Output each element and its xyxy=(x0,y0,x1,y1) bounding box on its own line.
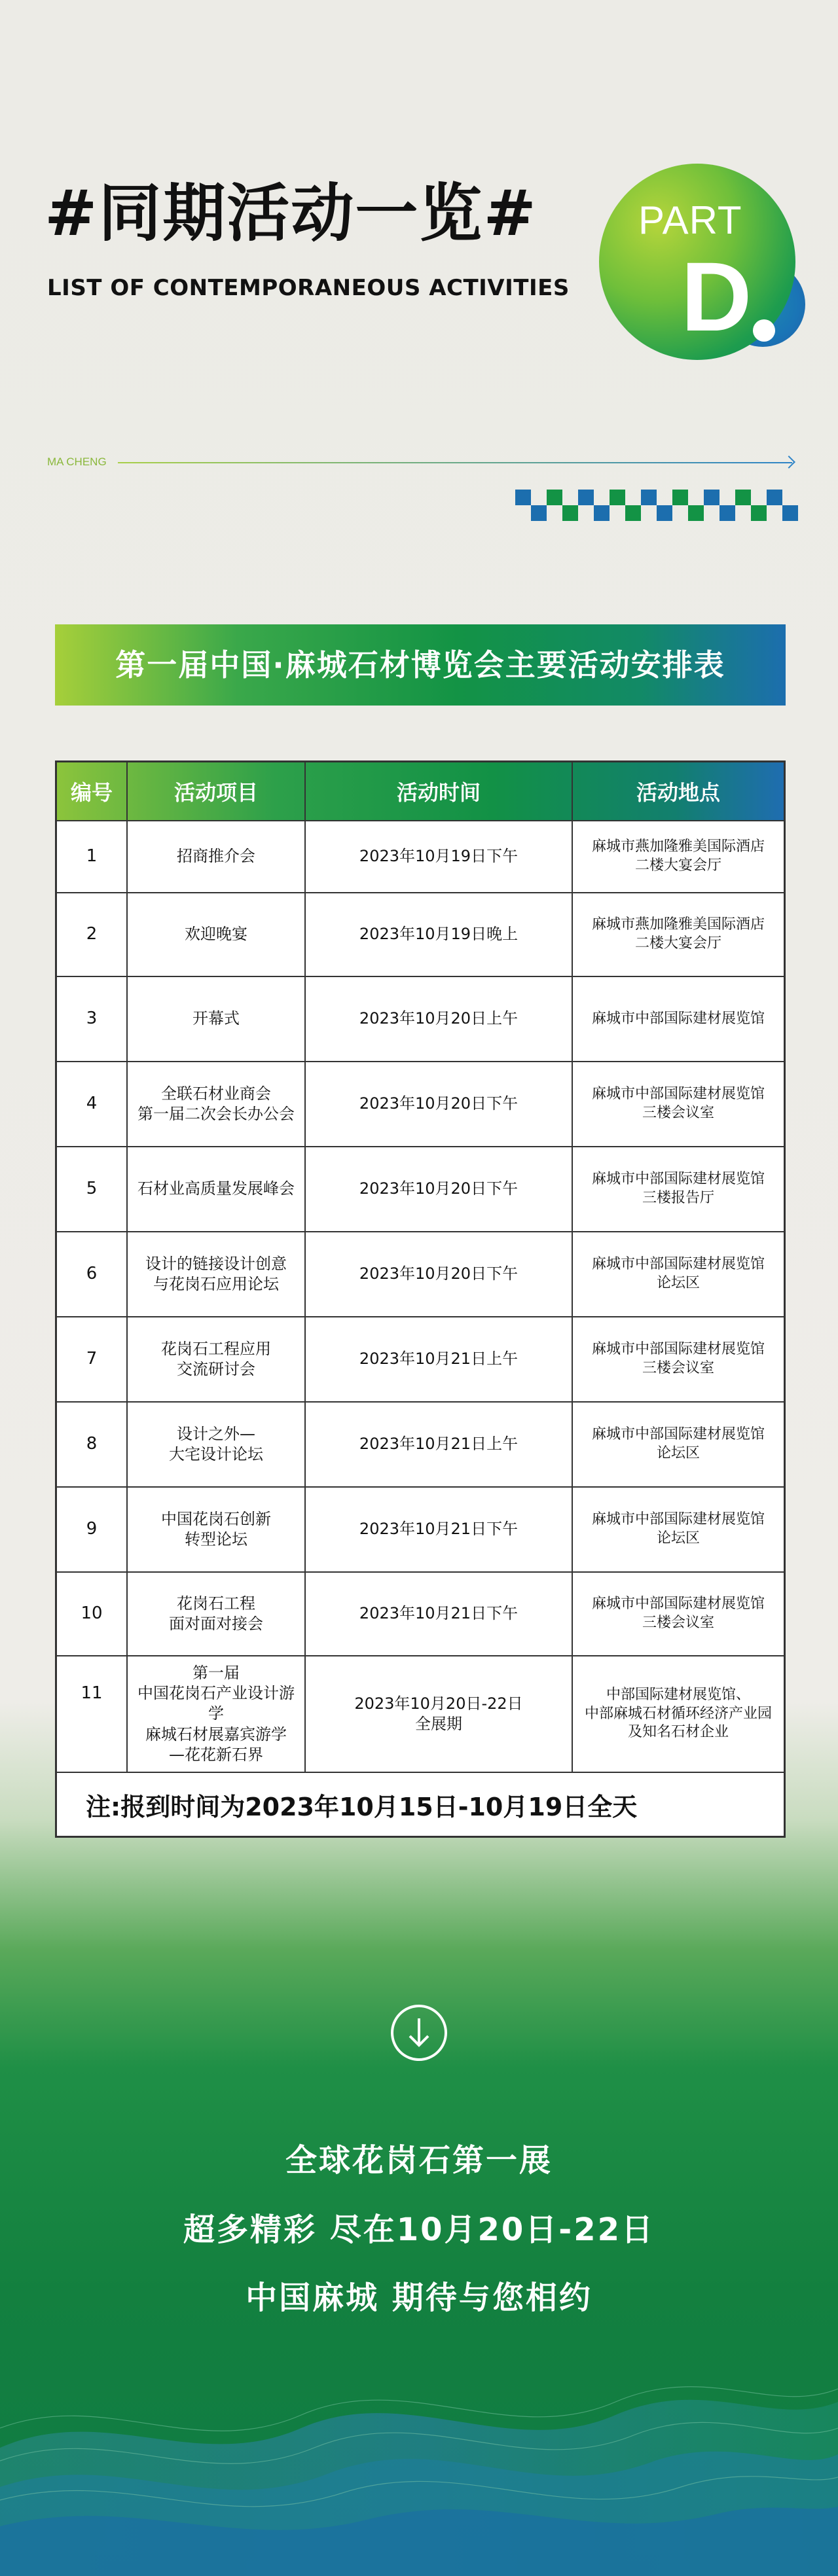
table-row xyxy=(57,1486,784,1571)
cell-item: 石材业高质量发展峰会 xyxy=(128,1147,306,1231)
table-note: 注:报到时间为2023年10月15日-10月19日全天 xyxy=(57,1772,784,1836)
cell-item: 招商推介会 xyxy=(128,821,306,892)
decorative-waves xyxy=(0,2330,838,2576)
cell-item: 中国花岗石创新 转型论坛 xyxy=(128,1488,306,1571)
cell-number: 5 xyxy=(57,1147,128,1231)
table-row xyxy=(57,1146,784,1231)
cell-place: 麻城市中部国际建材展览馆 论坛区 xyxy=(591,1256,765,1291)
cell-item: 设计的链接设计创意 与花岗石应用论坛 xyxy=(128,1232,306,1316)
cell-number: 9 xyxy=(57,1488,128,1571)
checker-pattern xyxy=(515,490,798,521)
cell-time: 2023年10月21日下午 xyxy=(306,1488,573,1571)
cell-number: 7 xyxy=(57,1317,128,1401)
cell-time: 2023年10月20日上午 xyxy=(306,977,573,1061)
cell-place: 麻城市中部国际建材展览馆 论坛区 xyxy=(591,1426,765,1461)
header-number: 编号 xyxy=(57,762,128,820)
checker-square xyxy=(515,490,531,505)
checker-square xyxy=(657,505,672,521)
checker-square xyxy=(562,505,578,521)
checker-square xyxy=(735,490,751,505)
schedule-banner: 第一届中国·麻城石材博览会主要活动安排表 xyxy=(55,624,786,706)
checker-square xyxy=(578,490,594,505)
divider-line xyxy=(118,462,792,463)
checker-square xyxy=(547,490,562,505)
cell-item: 花岗石工程 面对面对接会 xyxy=(128,1573,306,1655)
checker-square xyxy=(625,505,641,521)
table-row xyxy=(57,976,784,1061)
slogan-line-1: 全球花岗石第一展 xyxy=(285,2142,553,2179)
schedule-table xyxy=(55,760,786,1838)
slogan-line-2: 超多精彩 尽在10月20日-22日 xyxy=(183,2211,655,2248)
cell-place: 麻城市中部国际建材展览馆 xyxy=(591,1010,765,1027)
cell-number: 1 xyxy=(57,821,128,892)
cell-item: 设计之外— 大宅设计论坛 xyxy=(128,1403,306,1486)
cell-time: 2023年10月21日上午 xyxy=(306,1403,573,1486)
cell-time: 2023年10月20日下午 xyxy=(306,1147,573,1231)
arrow-down-circle-icon xyxy=(390,2004,448,2062)
checker-square xyxy=(641,490,657,505)
cell-item: 花岗石工程应用 交流研讨会 xyxy=(128,1317,306,1401)
arrow-right-icon xyxy=(782,456,795,469)
checker-square xyxy=(531,505,547,521)
table-body xyxy=(57,820,784,1772)
cell-place: 麻城市中部国际建材展览馆 论坛区 xyxy=(591,1511,765,1547)
cell-item: 第一届 中国花岗石产业设计游学 麻城石材展嘉宾游学 —花花新石界 xyxy=(128,1656,306,1772)
cell-time: 2023年10月20日下午 xyxy=(306,1232,573,1316)
tagline: MA CHENG xyxy=(47,456,107,468)
cell-time: 2023年10月19日晚上 xyxy=(306,893,573,976)
checker-square xyxy=(688,505,704,521)
cell-number: 6 xyxy=(57,1232,128,1316)
cell-place: 中部国际建材展览馆、 中部麻城石材循环经济产业园 及知名石材企业 xyxy=(584,1687,772,1741)
table-row xyxy=(57,1571,784,1655)
cell-number: 11 xyxy=(57,1656,128,1772)
table-row xyxy=(57,820,784,892)
cell-place: 麻城市中部国际建材展览馆 三楼报告厅 xyxy=(591,1171,765,1206)
checker-square xyxy=(704,490,720,505)
cell-place: 麻城市燕加隆雅美国际酒店 二楼大宴会厅 xyxy=(591,916,765,952)
cell-number: 2 xyxy=(57,893,128,976)
table-row xyxy=(57,1061,784,1146)
part-label: PART xyxy=(638,198,742,242)
cell-item: 全联石材业商会 第一届二次会长办公会 xyxy=(128,1062,306,1146)
cell-time: 2023年10月21日上午 xyxy=(306,1317,573,1401)
part-letter: D xyxy=(681,241,752,351)
checker-square xyxy=(767,490,782,505)
header-time: 活动时间 xyxy=(306,762,573,820)
cell-time: 2023年10月19日下午 xyxy=(306,821,573,892)
cell-place: 麻城市燕加隆雅美国际酒店 二楼大宴会厅 xyxy=(591,838,765,874)
cell-time: 2023年10月21日下午 xyxy=(306,1573,573,1655)
table-row xyxy=(57,1316,784,1401)
table-row xyxy=(57,892,784,976)
cell-time: 2023年10月20日-22日 全展期 xyxy=(306,1656,573,1772)
cell-place: 麻城市中部国际建材展览馆 三楼会议室 xyxy=(591,1596,765,1631)
table-row xyxy=(57,1655,784,1772)
cell-place: 麻城市中部国际建材展览馆 三楼会议室 xyxy=(591,1086,765,1121)
checker-square xyxy=(720,505,735,521)
page-subtitle: LIST OF CONTEMPORANEOUS ACTIVITIES xyxy=(47,275,570,301)
slogan-line-3: 中国麻城 期待与您相约 xyxy=(246,2280,592,2316)
cell-item: 欢迎晚宴 xyxy=(128,893,306,976)
table-header xyxy=(57,762,784,820)
cell-number: 10 xyxy=(57,1573,128,1655)
header-place: 活动地点 xyxy=(636,780,720,805)
table-row xyxy=(57,1401,784,1486)
cell-place: 麻城市中部国际建材展览馆 三楼会议室 xyxy=(591,1341,765,1376)
part-dot-icon xyxy=(753,319,775,342)
checker-square xyxy=(751,505,767,521)
checker-square xyxy=(672,490,688,505)
table-row xyxy=(57,1231,784,1316)
checker-square xyxy=(782,505,798,521)
cell-item: 开幕式 xyxy=(128,977,306,1061)
checker-square xyxy=(594,505,610,521)
page-title: #同期活动一览# xyxy=(45,177,537,250)
cell-number: 8 xyxy=(57,1403,128,1486)
checker-square xyxy=(610,490,625,505)
cell-number: 3 xyxy=(57,977,128,1061)
cell-number: 4 xyxy=(57,1062,128,1146)
cell-time: 2023年10月20日下午 xyxy=(306,1062,573,1146)
header-item: 活动项目 xyxy=(128,762,306,820)
